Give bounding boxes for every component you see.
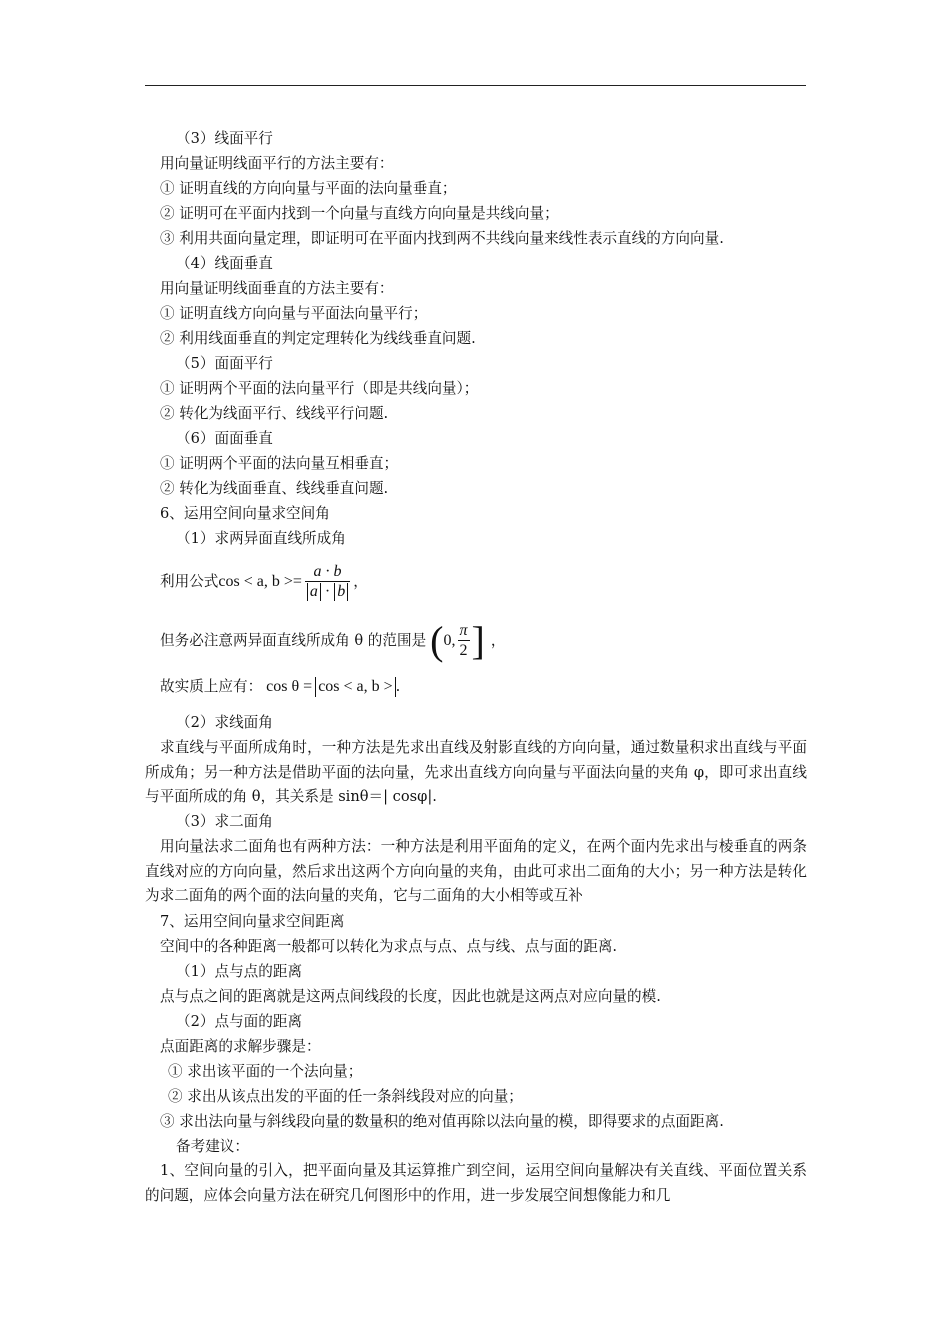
fraction-numerator: a · b	[305, 563, 350, 582]
range-right-bracket: ]	[471, 618, 485, 663]
text-line: 空间中的各种距离一般都可以转化为求点与点、点与线、点与面的距离.	[160, 938, 618, 955]
heading-plane-plane-parallel: （5）面面平行	[176, 355, 273, 372]
list-item: ③ 求出法向量与斜线段向量的数量积的绝对值再除以法向量的模，即得要求的点面距离.	[160, 1113, 724, 1130]
text-line: 用向量证明线面平行的方法主要有：	[160, 155, 394, 172]
formula-suffix: ，	[353, 573, 368, 590]
range-line	[160, 616, 505, 666]
heading-line-plane-parallel: （3）线面平行	[176, 130, 273, 147]
list-item: ② 转化为线面平行、线线平行问题.	[160, 405, 389, 422]
formula-line-cos	[160, 556, 368, 608]
range-pi: π	[459, 621, 468, 639]
essence-prefix: 故实质上应有：	[160, 678, 263, 695]
list-item: ② 求出从该点出发的平面的任一条斜线段对应的向量；	[168, 1088, 523, 1105]
range-zero: 0,	[443, 632, 456, 649]
subheading-skew-lines-angle: （1）求两异面直线所成角	[176, 530, 346, 547]
range-left-paren: (	[430, 618, 444, 663]
list-item: ② 证明可在平面内找到一个向量与直线方向向量是共线向量；	[160, 205, 559, 222]
essence-cos-theta: cos θ =	[266, 678, 313, 695]
range-fraction	[458, 622, 470, 661]
range-prefix: 但务必注意两异面直线所成角 θ 的范围是	[160, 632, 427, 649]
paragraph-advice: 1、空间向量的引入，把平面向量及其运算推广到空间，运用空间向量解决有关直线、平面位置关系的问题，应体会向量方法在研究几何图形中的作用，进一步发展空间想像能力和几	[145, 1162, 807, 1204]
subheading-point-plane: （2）点与面的距离	[176, 1013, 303, 1030]
list-item: ② 转化为线面垂直、线线垂直问题.	[160, 480, 389, 497]
range-two: 2	[459, 641, 468, 659]
paragraph-dihedral-angle: 用向量法求二面角也有两种方法：一种方法是利用平面角的定义，在两个面内先求出与棱垂直的两条直线对应的方向向量，然后求出这两个方向向量的夹角，由此可求出二面角的大小；另一种方法是转化为求二面角的两个面的法向量的夹角，它与二面角的大小相等或互补	[145, 838, 807, 904]
heading-plane-plane-perpendicular: （6）面面垂直	[176, 430, 273, 447]
section-heading-angles: 6、运用空间向量求空间角	[160, 505, 330, 522]
formula-prefix: 利用公式	[160, 573, 219, 590]
text-line: 用向量证明线面垂直的方法主要有：	[160, 280, 394, 297]
fraction-denominator	[305, 582, 350, 602]
subheading-point-point: （1）点与点的距离	[176, 963, 303, 980]
list-item: ① 证明直线方向向量与平面法向量平行；	[160, 305, 428, 322]
den-dot: ·	[324, 582, 331, 600]
subheading-exam-advice: 备考建议：	[176, 1138, 249, 1155]
essence-suffix: .	[395, 678, 401, 695]
paragraph-line-plane-angle: 求直线与平面所成角时，一种方法是先求出直线及射影直线的方向向量，通过数量积求出直线与平面所成角；另一种方法是借助平面的法向量，先求出直线方向向量与平面法向量的夹角 φ，即可求出直线与平面所成的角 θ，其关系是 sinθ＝| cosφ|.	[145, 739, 807, 805]
list-item: ③ 利用共面向量定理，即证明可在平面内找到两不共线向量来线性表示直线的方向向量.	[160, 230, 724, 247]
heading-line-plane-perpendicular: （4）线面垂直	[176, 255, 273, 272]
formula-cos-left: cos < a, b >=	[218, 573, 302, 590]
section-heading-distance: 7、运用空间向量求空间距离	[160, 913, 345, 930]
abs-a: a	[307, 583, 321, 601]
subheading-line-plane-angle: （2）求线面角	[176, 714, 273, 731]
list-item: ① 证明两个平面的法向量平行（即是共线向量）；	[160, 380, 479, 397]
range-suffix: ，	[490, 632, 506, 649]
essence-line	[160, 676, 400, 698]
text-line: 点与点之间的距离就是这两点间线段的长度，因此也就是这两点对应向量的模.	[160, 988, 661, 1005]
list-item: ① 求出该平面的一个法向量；	[168, 1063, 363, 1080]
text-line: 点面距离的求解步骤是：	[160, 1038, 321, 1055]
list-item: ① 证明直线的方向向量与平面的法向量垂直；	[160, 180, 457, 197]
formula-fraction	[305, 563, 350, 602]
abs-b: b	[334, 583, 348, 601]
header-rule	[145, 85, 806, 86]
essence-abs-cos: cos < a, b >	[315, 677, 395, 697]
subheading-dihedral-angle: （3）求二面角	[176, 813, 273, 830]
list-item: ② 利用线面垂直的判定定理转化为线线垂直问题.	[160, 330, 476, 347]
list-item: ① 证明两个平面的法向量互相垂直；	[160, 455, 399, 472]
